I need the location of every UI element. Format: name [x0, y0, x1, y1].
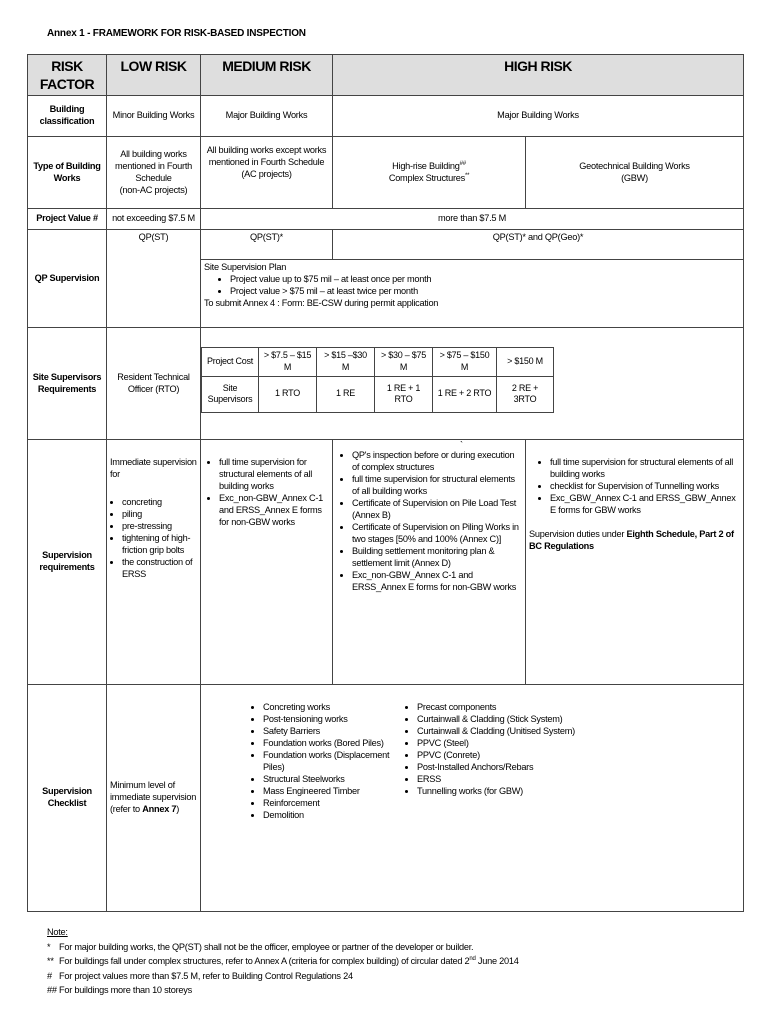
plan-title: Site Supervision Plan: [204, 262, 287, 273]
high-project-value: more than $7.5 M: [201, 209, 744, 230]
list-item: • Foundation works (Displacement Piles): [263, 750, 401, 774]
row-supervision-requirements: [28, 440, 744, 685]
cost-range: > $30 – $75 M: [375, 348, 433, 376]
note-item: ## For buildings more than 10 storeys: [47, 985, 192, 996]
list-item: • Structural Steelworks: [263, 774, 401, 786]
high-type-of-works-a: High-rise Building## Complex Structures**: [333, 137, 526, 209]
list-item: • Exc_GBW_Annex C-1 and ERSS_GBW_Annex E forms for GBW works: [550, 493, 740, 517]
note-item: * For major building works, the QP(ST) shall not be the officer, employee or partner of the developer or builder.: [47, 941, 474, 952]
risk-framework-table: [27, 54, 744, 912]
supervisor-header: Site Supervisors: [202, 376, 259, 412]
cost-range: > $75 – $150 M: [433, 348, 497, 376]
checklist-col-1: [201, 702, 401, 822]
row-supervision-checklist: [28, 685, 744, 912]
high-supervision-requirements-a: [333, 440, 526, 685]
label-supervision-requirements: Supervision requirements: [28, 440, 107, 685]
list-item: • Safety Barriers: [263, 726, 401, 738]
low-site-supervisors: Resident Technical Officer (RTO): [107, 328, 201, 440]
header-row: [28, 55, 744, 96]
row-site-supervisors: [28, 328, 744, 440]
low-supervision-checklist: Minimum level of immediate supervision (refer to Annex 7): [107, 685, 201, 912]
list-item: • Curtainwall & Cladding (Stick System): [417, 714, 575, 726]
list-item: • Curtainwall & Cladding (Unitised System): [417, 726, 575, 738]
row-project-value: [28, 209, 744, 230]
plan-note: To submit Annex 4 : Form: BE-CSW during permit application: [204, 298, 439, 309]
list-item: • tightening of high-friction grip bolts: [122, 533, 197, 557]
checklist-items: [201, 685, 744, 912]
cost-range: > $150 M: [497, 348, 554, 376]
list-item: • Exc_non-GBW_Annex C-1 and ERSS_Annex E forms for non-GBW works: [219, 493, 329, 529]
header-medium-risk: MEDIUM RISK: [201, 55, 333, 96]
list-item: • Demolition: [263, 810, 401, 822]
label-supervision-checklist: Supervision Checklist: [28, 685, 107, 912]
list-item: • Exc_non-GBW_Annex C-1 and ERSS_Annex E forms for non-GBW works: [352, 570, 522, 594]
list-item: • concreting: [122, 497, 197, 509]
notes-section: [47, 925, 519, 998]
cost-range: > $7.5 – $15 M: [259, 348, 317, 376]
list-item: • Certificate of Supervision on Piling Works in two stages [50% and 100% (Annex C)]: [352, 522, 522, 546]
medium-building-classification: Major Building Works: [201, 96, 333, 137]
list-item: • Tunnelling works (for GBW): [417, 786, 575, 798]
medium-supervision-requirements: [201, 440, 333, 685]
low-building-classification: Minor Building Works: [107, 96, 201, 137]
page-title: Annex 1 - FRAMEWORK FOR RISK-BASED INSPECTION: [47, 28, 306, 39]
list-item: • full time supervision for structural elements of all building works: [352, 474, 522, 498]
site-supervisors-cost-cell: [201, 328, 744, 440]
list-item: • Concreting works: [263, 702, 401, 714]
high-type-of-works-b: Geotechnical Building Works (GBW): [526, 137, 744, 209]
list-item: • Building settlement monitoring plan & settlement limit (Annex D): [352, 546, 522, 570]
list-item: • Mass Engineered Timber: [263, 786, 401, 798]
list-item: • piling: [122, 509, 197, 521]
list-item: • checklist for Supervision of Tunnelling works: [550, 481, 740, 493]
list-item: • Post-tensioning works: [263, 714, 401, 726]
medium-qp-supervision: QP(ST)*: [201, 230, 333, 260]
list-item: • PPVC (Conrete): [417, 750, 575, 762]
list-item: • pre-stressing: [122, 521, 197, 533]
cost-header: Project Cost: [202, 348, 259, 376]
label-project-value: Project Value #: [28, 209, 107, 230]
checklist-col-2: [401, 702, 575, 822]
high-building-classification: Major Building Works: [333, 96, 744, 137]
list-item: • Reinforcement: [263, 798, 401, 810]
label-site-supervisors: Site Supervisors Requirements: [28, 328, 107, 440]
list-item: • PPVC (Steel): [417, 738, 575, 750]
header-risk-factor: RISK FACTOR: [28, 55, 107, 96]
list-item: • Foundation works (Bored Piles): [263, 738, 401, 750]
note-item: ** For buildings fall under complex structures, refer to Annex A (criteria for complex building) of circular dated 2nd June 2014: [47, 956, 519, 967]
supervisor-count: 1 RE: [317, 376, 375, 412]
low-supervision-requirements: Immediate supervision for • concreting • piling • pre-stressing • tightening of high-friction grip bolts • the construction of ERSS: [107, 440, 201, 685]
tick-mark: `: [460, 440, 463, 451]
row-building-classification: [28, 96, 744, 137]
list-item: • full time supervision for structural elements of all building works: [219, 457, 329, 493]
header-high-risk: HIGH RISK: [333, 55, 744, 96]
supervisor-count: 1 RE + 2 RTO: [433, 376, 497, 412]
cost-range: > $15 –$30 M: [317, 348, 375, 376]
row-qp-supervision-a: [28, 230, 744, 260]
eighth-schedule-note: Supervision duties under Eighth Schedule, Part 2 of BC Regulations: [529, 529, 734, 552]
plan-item: • Project value up to $75 mil – at least once per month: [230, 274, 740, 286]
list-item: • Precast components: [417, 702, 575, 714]
list-item: • QP's inspection before or during execution of complex structures: [352, 450, 522, 474]
high-qp-supervision: QP(ST)* and QP(Geo)*: [333, 230, 744, 260]
supervisor-count: 1 RTO: [259, 376, 317, 412]
high-supervision-requirements-b: [526, 440, 744, 685]
cost-table: [201, 347, 554, 412]
site-supervision-plan: [201, 260, 744, 328]
medium-type-of-works: All building works except works mentioned in Fourth Schedule (AC projects): [201, 137, 333, 209]
low-project-value: not exceeding $7.5 M: [107, 209, 201, 230]
list-item: • ERSS: [417, 774, 575, 786]
label-type-of-works: Type of Building Works: [28, 137, 107, 209]
list-item: • the construction of ERSS: [122, 557, 197, 581]
notes-title: Note:: [47, 927, 68, 937]
list-item: • Post-Installed Anchors/Rebars: [417, 762, 575, 774]
list-item: • Certificate of Supervision on Pile Load Test (Annex B): [352, 498, 522, 522]
row-type-of-works: [28, 137, 744, 209]
label-building-classification: Building classification: [28, 96, 107, 137]
label-qp-supervision: QP Supervision: [28, 230, 107, 328]
list-item: • full time supervision for structural elements of all building works: [550, 457, 740, 481]
note-item: # For project values more than $7.5 M, refer to Building Control Regulations 24: [47, 970, 353, 981]
low-qp-supervision: QP(ST): [107, 230, 201, 328]
plan-item: • Project value > $75 mil – at least twice per month: [230, 286, 740, 298]
header-low-risk: LOW RISK: [107, 55, 201, 96]
low-type-of-works: All building works mentioned in Fourth Schedule (non-AC projects): [107, 137, 201, 209]
supervisor-count: 2 RE + 3RTO: [497, 376, 554, 412]
supervisor-count: 1 RE + 1 RTO: [375, 376, 433, 412]
